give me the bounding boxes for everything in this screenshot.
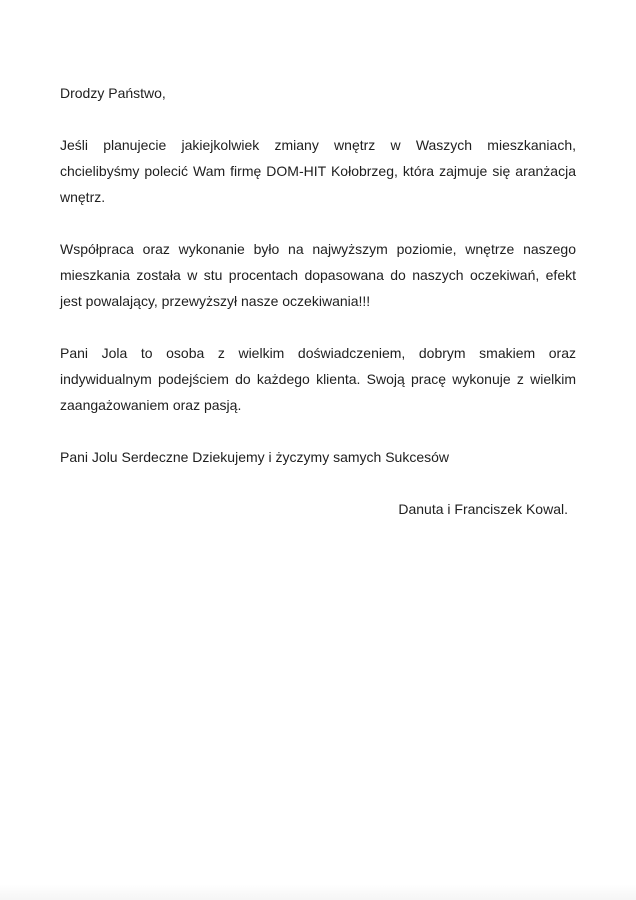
letter-body	[60, 80, 576, 548]
letter-paragraph-pani-jola: Pani Jola to osoba z wielkim doświadczeniem, dobrym smakiem oraz indywidualnym podejściem do każdego klienta. Swoją pracę wykonuje z wielkim zaangażowaniem oraz pasją.	[60, 345, 576, 413]
letter-closing: Pani Jolu Serdeczne Dziekujemy i życzymy samych Sukcesów	[60, 449, 450, 465]
letter-paragraph-quality: Współpraca oraz wykonanie było na najwyższym poziomie, wnętrze naszego mieszkania została w stu procentach dopasowana do naszych oczekiwań, efekt jest powalający, przewyższył nasze oczekiwania!!!	[60, 241, 576, 309]
letter-greeting: Drodzy Państwo,	[60, 85, 166, 101]
letter-paragraph-recommendation: Jeśli planujecie jakiejkolwiek zmiany wnętrz w Waszych mieszkaniach, chcielibyśmy polecić Wam firmę DOM-HIT Kołobrzeg, która zajmuje się aranżacja wnętrz.	[60, 137, 576, 205]
letter-signature: Danuta i Franciszek Kowal.	[398, 501, 568, 517]
page-bottom-scan-artifact	[0, 884, 636, 900]
